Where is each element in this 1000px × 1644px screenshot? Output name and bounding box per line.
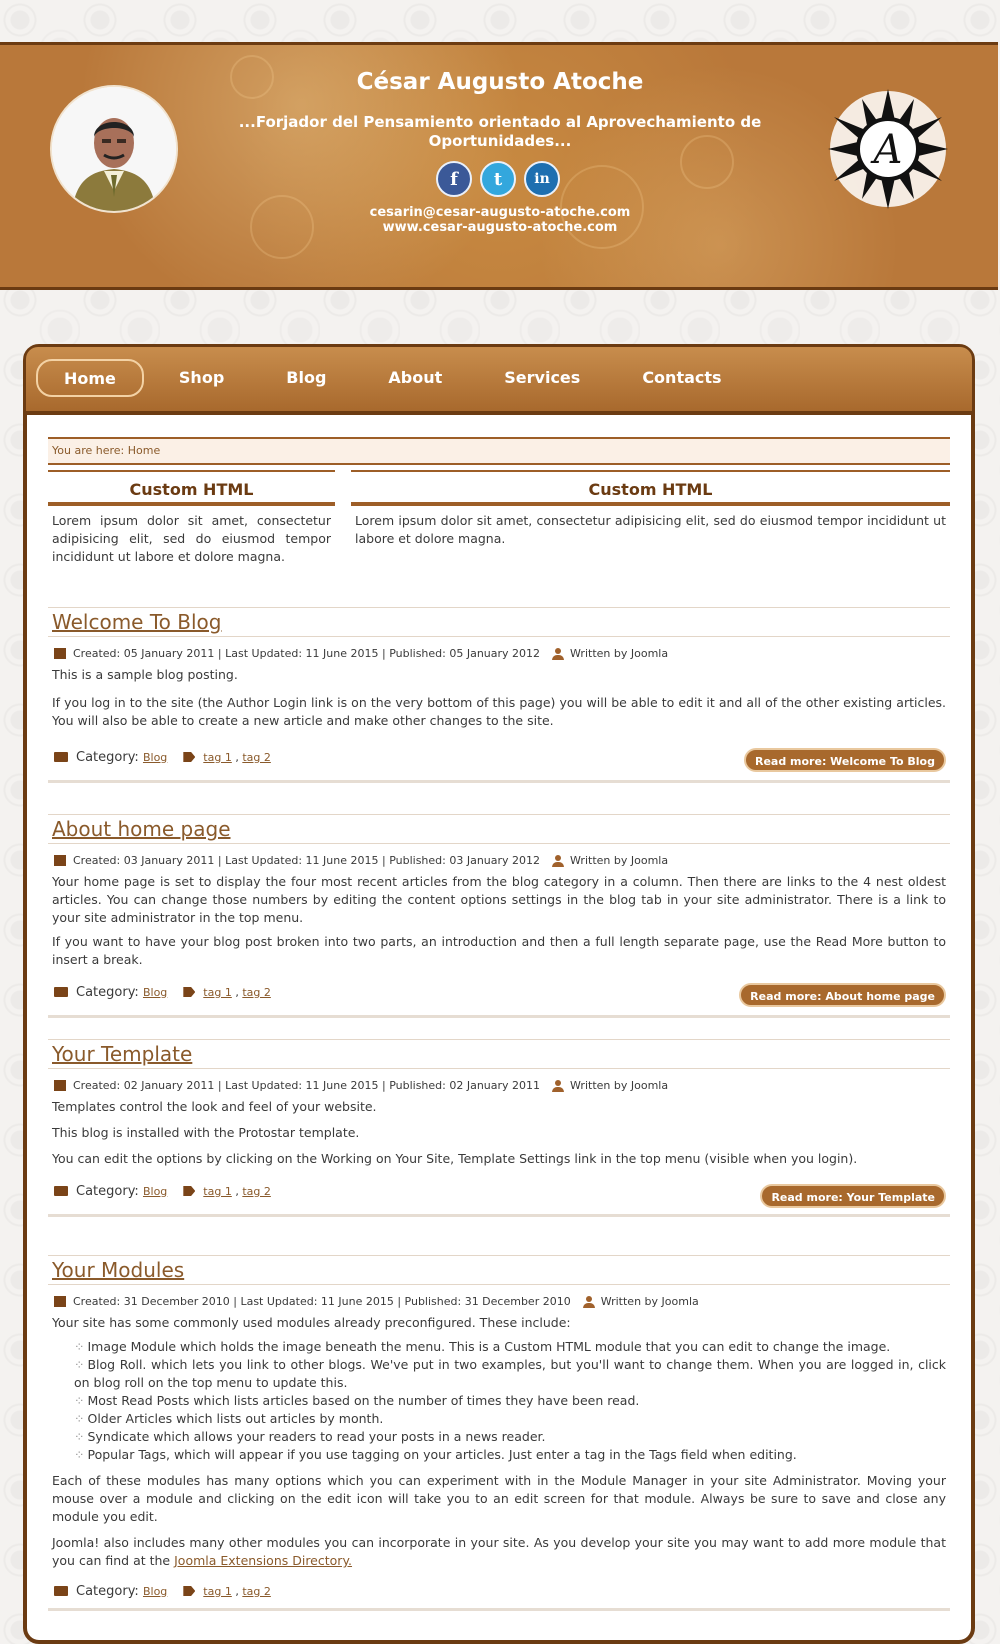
linkedin-icon[interactable]: in bbox=[524, 161, 560, 197]
calendar-icon bbox=[54, 1296, 66, 1307]
article-paragraph: Your home page is set to display the four most recent articles from the blog category in a column. Then there are links to the 4 nest oldest articles. You can change those numbers by editing the content options settings in the blog tab in your site administrator. There is a link to your site administrator in the top menu. bbox=[52, 874, 946, 925]
folder-icon bbox=[54, 1586, 68, 1596]
contact-email[interactable]: cesarin@cesar-augusto-atoche.com bbox=[369, 205, 631, 220]
article-paragraph: This blog is installed with the Protostar template. bbox=[52, 1125, 360, 1140]
article-dates: Created: 31 December 2010 | Last Updated: 11 June 2015 | Published: 31 December 2010 bbox=[73, 1295, 571, 1308]
tag-link[interactable]: tag 2 bbox=[242, 1584, 271, 1598]
menu-item-contacts[interactable]: Contacts bbox=[642, 368, 722, 387]
list-item: ⁘ Popular Tags, which will appear if you use tagging on your articles. Just enter a tag in the Tags field when editing. bbox=[74, 1446, 946, 1464]
tag-icon bbox=[183, 1186, 195, 1196]
article-meta bbox=[48, 1295, 950, 1308]
custom-html-module bbox=[48, 470, 335, 566]
article-taxonomy: Category: Blog tag 1 , tag 2 Read more: Welcome To Blog bbox=[48, 742, 950, 772]
calendar-icon bbox=[54, 1080, 66, 1091]
category-label: Category: bbox=[76, 1183, 139, 1199]
article-paragraph: Templates control the look and feel of your website. bbox=[52, 1099, 377, 1114]
list-item: ⁘ Older Articles which lists out articles by month. bbox=[74, 1410, 946, 1428]
user-icon bbox=[552, 855, 564, 867]
user-icon bbox=[583, 1296, 595, 1308]
decor-gear bbox=[230, 55, 274, 99]
custom-html-module bbox=[351, 470, 950, 548]
article-intro: Your site has some commonly used modules already preconfigured. These include: bbox=[52, 1315, 571, 1330]
article-author: Written by Joomla bbox=[570, 854, 669, 867]
list-item: ⁘ Blog Roll. which lets you link to other blogs. We've put in two examples, but you'll want to change them. When you are logged in, click on blog roll on the top menu to update this. bbox=[74, 1356, 946, 1392]
extensions-directory-link[interactable]: Joomla Extensions Directory. bbox=[174, 1553, 353, 1568]
menu-item-home[interactable]: Home bbox=[36, 359, 144, 397]
tag-icon bbox=[183, 1586, 195, 1596]
category-link[interactable]: Blog bbox=[142, 985, 168, 999]
module-title: Custom HTML bbox=[48, 470, 335, 506]
svg-text:A: A bbox=[873, 127, 903, 173]
user-icon bbox=[552, 648, 564, 660]
article-body bbox=[48, 666, 950, 730]
avatar bbox=[52, 87, 176, 211]
module-title: Custom HTML bbox=[351, 470, 950, 506]
module-body: Lorem ipsum dolor sit amet, consectetur adipisicing elit, sed do eiusmod tempor incididunt ut labore et dolore magna. bbox=[355, 513, 946, 546]
article-paragraph: This is a sample blog posting. bbox=[52, 667, 238, 682]
tag-link[interactable]: tag 1 bbox=[203, 985, 232, 999]
article-meta bbox=[48, 647, 950, 660]
category-link[interactable]: Blog bbox=[142, 750, 168, 764]
article-meta bbox=[48, 1079, 950, 1092]
category-link[interactable]: Blog bbox=[142, 1584, 168, 1598]
user-icon bbox=[552, 1080, 564, 1092]
site-title: César Augusto Atoche bbox=[356, 69, 644, 95]
facebook-icon[interactable]: f bbox=[436, 161, 472, 197]
category-link[interactable]: Blog bbox=[142, 1184, 168, 1198]
tag-link[interactable]: tag 1 bbox=[203, 1584, 232, 1598]
menu-item-about[interactable]: About bbox=[388, 368, 443, 387]
folder-icon bbox=[54, 987, 68, 997]
twitter-icon[interactable]: t bbox=[480, 161, 516, 197]
site-tagline: ...Forjador del Pensamiento orientado al Aprovechamiento de Oportunidades... bbox=[238, 113, 762, 150]
article-paragraph bbox=[52, 1534, 946, 1570]
article-taxonomy: Category: Blog tag 1 , tag 2 bbox=[48, 1576, 950, 1606]
blog-article bbox=[48, 607, 950, 783]
article-divider bbox=[48, 1214, 950, 1217]
read-more-button[interactable]: Read more: Your Template bbox=[760, 1184, 946, 1208]
blog-article bbox=[48, 1039, 950, 1217]
article-taxonomy: Category: Blog tag 1 , tag 2 Read more: Your Template bbox=[48, 1176, 950, 1206]
article-title[interactable]: Your Template bbox=[48, 1039, 950, 1069]
article-author: Written by Joomla bbox=[600, 1295, 699, 1308]
blog-article bbox=[48, 814, 950, 1018]
tag-link[interactable]: tag 2 bbox=[242, 750, 271, 764]
article-dates: Created: 05 January 2011 | Last Updated: 11 June 2015 | Published: 05 January 2012 bbox=[73, 647, 541, 660]
calendar-icon bbox=[54, 648, 66, 659]
blog-article bbox=[48, 1255, 950, 1611]
article-body bbox=[48, 873, 950, 969]
main-menu bbox=[26, 347, 972, 415]
tag-icon bbox=[183, 752, 195, 762]
category-label: Category: bbox=[76, 984, 139, 1000]
article-title[interactable]: Welcome To Blog bbox=[48, 607, 950, 637]
social-links bbox=[436, 161, 560, 197]
module-body: Lorem ipsum dolor sit amet, consectetur adipisicing elit, sed do eiusmod tempor incididunt ut labore et dolore magna. bbox=[52, 513, 331, 564]
article-author: Written by Joomla bbox=[570, 647, 669, 660]
tag-link[interactable]: tag 2 bbox=[242, 985, 271, 999]
article-paragraph: If you log in to the site (the Author Login link is on the very bottom of this page) you will be able to edit it and all of the other existing articles. You will also be able to create a new article and make other changes to the site. bbox=[52, 695, 946, 728]
article-title[interactable]: Your Modules bbox=[48, 1255, 950, 1285]
article-taxonomy: Category: Blog tag 1 , tag 2 Read more: About home page bbox=[48, 977, 950, 1007]
article-body bbox=[48, 1314, 950, 1570]
article-divider bbox=[48, 1015, 950, 1018]
category-label: Category: bbox=[76, 1583, 139, 1599]
tag-link[interactable]: tag 1 bbox=[203, 750, 232, 764]
article-divider bbox=[48, 1608, 950, 1611]
contact-website[interactable]: www.cesar-augusto-atoche.com bbox=[382, 220, 618, 235]
breadcrumb: You are here: Home bbox=[48, 437, 950, 465]
category-label: Category: bbox=[76, 749, 139, 765]
article-author: Written by Joomla bbox=[570, 1079, 669, 1092]
site-header bbox=[0, 42, 998, 290]
calendar-icon bbox=[54, 855, 66, 866]
article-title[interactable]: About home page bbox=[48, 814, 950, 844]
folder-icon bbox=[54, 752, 68, 762]
list-item: ⁘ Most Read Posts which lists articles based on the number of times they have been read. bbox=[74, 1392, 946, 1410]
article-paragraph-text: Joomla! also includes many other modules you can incorporate in your site. As you develop your site you may want to add more module that you can find at the bbox=[52, 1535, 946, 1568]
folder-icon bbox=[54, 1186, 68, 1196]
read-more-button[interactable]: Read more: About home page bbox=[739, 983, 946, 1007]
read-more-button[interactable]: Read more: Welcome To Blog bbox=[744, 748, 946, 772]
article-paragraph: Each of these modules has many options which you can experiment with in the Module Manager in your site Administrator. Moving your mouse over a module and clicking on the edit icon will take you to an edit screen for that module. Always be sure to save and close any module you edit. bbox=[52, 1473, 946, 1524]
article-dates: Created: 03 January 2011 | Last Updated: 11 June 2015 | Published: 03 January 2012 bbox=[73, 854, 541, 867]
tag-icon bbox=[183, 987, 195, 997]
article-divider bbox=[48, 780, 950, 783]
list-item: ⁘ Image Module which holds the image beneath the menu. This is a Custom HTML module that you can edit to change the image. bbox=[74, 1338, 946, 1356]
article-body bbox=[48, 1098, 950, 1168]
article-paragraph: You can edit the options by clicking on the Working on Your Site, Template Settings link in the top menu (visible when you login). bbox=[52, 1151, 858, 1166]
list-item: ⁘ Syndicate which allows your readers to read your posts in a news reader. bbox=[74, 1428, 946, 1446]
article-meta bbox=[48, 854, 950, 867]
menu-item-shop[interactable]: Shop bbox=[178, 368, 225, 387]
contact-info bbox=[300, 205, 700, 235]
tag-link[interactable]: tag 2 bbox=[242, 1184, 271, 1198]
tag-link[interactable]: tag 1 bbox=[203, 1184, 232, 1198]
menu-item-services[interactable]: Services bbox=[504, 368, 581, 387]
brand-logo bbox=[826, 87, 950, 211]
module-list bbox=[52, 1338, 946, 1464]
menu-item-blog[interactable]: Blog bbox=[286, 368, 327, 387]
article-dates: Created: 02 January 2011 | Last Updated: 11 June 2015 | Published: 02 January 2011 bbox=[73, 1079, 541, 1092]
article-paragraph: If you want to have your blog post broken into two parts, an introduction and then a full length separate page, use the Read More button to insert a break. bbox=[52, 934, 946, 967]
